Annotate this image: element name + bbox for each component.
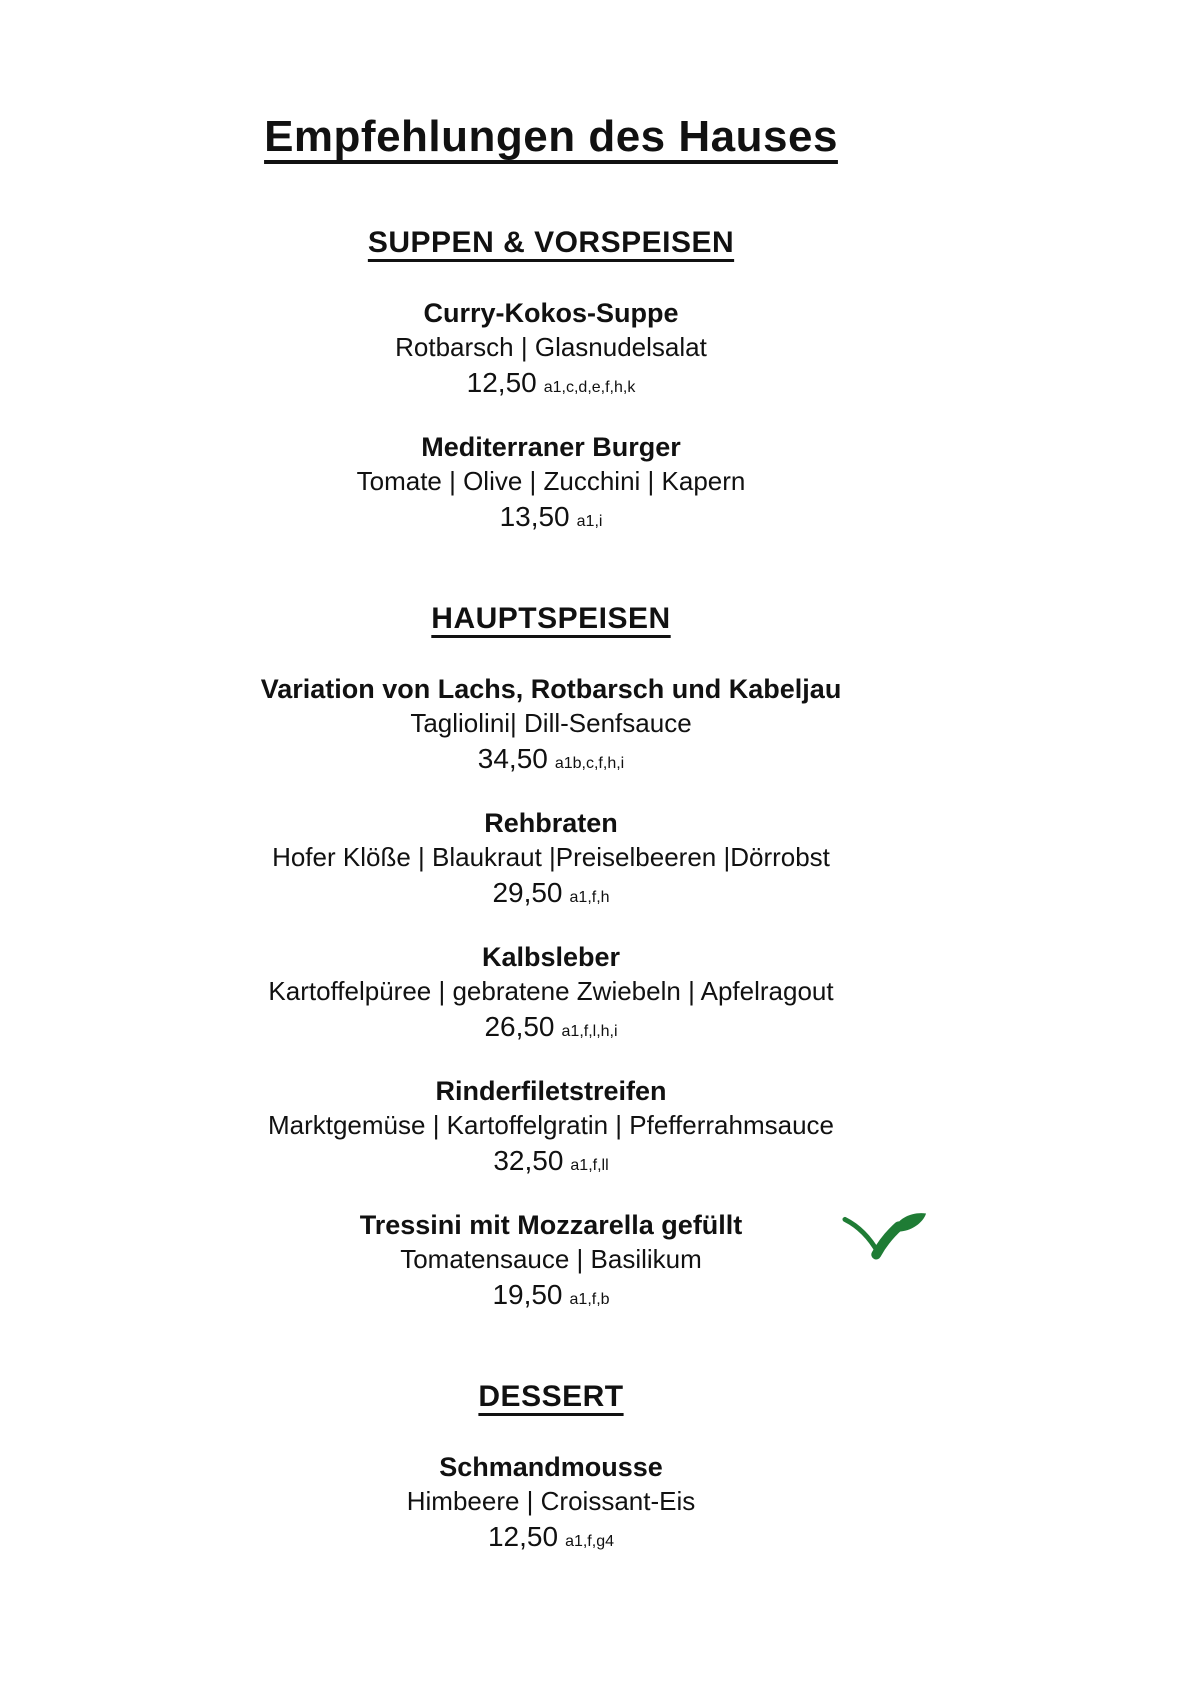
dish-allergens: a1,f,b — [569, 1291, 610, 1308]
dish-name: Rehbraten — [484, 808, 618, 838]
dish-price: 34,50 — [477, 743, 548, 774]
section-heading: DESSERT — [478, 1380, 624, 1413]
dish-price-line — [100, 874, 1002, 916]
dish-allergens: a1,f,h — [569, 889, 610, 906]
dish-description: Tomatensauce | Basilikum — [400, 1244, 702, 1274]
dish-item — [100, 940, 1002, 1050]
vegetarian-check-icon — [842, 1210, 928, 1262]
section-heading: SUPPEN & VORSPEISEN — [367, 226, 735, 259]
dish-price-line — [100, 1276, 1002, 1318]
dish-item — [100, 806, 1002, 916]
dish-name: Kalbsleber — [481, 942, 621, 972]
dish-item — [100, 672, 1002, 782]
dish-list — [100, 1450, 1002, 1560]
dish-price: 12,50 — [466, 367, 537, 398]
dish-price: 12,50 — [487, 1521, 559, 1552]
dish-price: 29,50 — [492, 877, 563, 908]
dish-name: Variation von Lachs, Rotbarsch und Kabeljau — [260, 674, 842, 704]
menu-section — [100, 226, 1002, 540]
menu-page — [100, 0, 1002, 1560]
dish-description: Kartoffelpüree | gebratene Zwiebeln | Apfelragout — [268, 976, 834, 1006]
dish-allergens: a1b,c,f,h,i — [554, 755, 625, 772]
section-heading: HAUPTSPEISEN — [431, 602, 671, 635]
dish-name: Schmandmousse — [439, 1452, 663, 1482]
dish-price-line — [100, 740, 1002, 782]
dish-name: Curry-Kokos-Suppe — [423, 298, 679, 328]
menu-section — [100, 602, 1002, 1318]
page-title: Empfehlungen des Hauses — [264, 112, 838, 161]
dish-price: 19,50 — [492, 1279, 563, 1310]
dish-description: Tomate | Olive | Zucchini | Kapern — [356, 466, 746, 496]
dish-allergens: a1,f,l,h,i — [561, 1023, 618, 1040]
dish-name: Mediterraner Burger — [421, 432, 681, 462]
dish-description: Tagliolini| Dill-Senfsauce — [410, 708, 692, 738]
dish-allergens: a1,f,g4 — [565, 1533, 614, 1550]
dish-allergens: a1,f,ll — [570, 1157, 609, 1174]
dish-item — [100, 1450, 1002, 1560]
dish-item — [100, 296, 1002, 406]
dish-price-line — [100, 364, 1002, 406]
dish-item — [100, 1208, 1002, 1318]
dish-description: Hofer Klöße | Blaukraut |Preiselbeeren |Dörrobst — [272, 842, 830, 872]
dish-description: Himbeere | Croissant-Eis — [406, 1486, 696, 1516]
dish-allergens: a1,c,d,e,f,h,k — [543, 379, 636, 396]
dish-description: Marktgemüse | Kartoffelgratin | Pfefferrahmsauce — [267, 1110, 835, 1140]
dish-list — [100, 672, 1002, 1318]
dish-allergens: a1,i — [576, 513, 603, 530]
dish-item — [100, 430, 1002, 540]
dish-list — [100, 296, 1002, 540]
dish-price-line — [100, 1518, 1002, 1560]
dish-price: 32,50 — [493, 1145, 564, 1176]
dish-price-line — [100, 1142, 1002, 1184]
menu-sections — [100, 226, 1002, 1560]
dish-item — [100, 1074, 1002, 1184]
menu-section — [100, 1380, 1002, 1560]
dish-name: Rinderfiletstreifen — [435, 1076, 667, 1106]
dish-price: 13,50 — [499, 501, 570, 532]
dish-name: Tressini mit Mozzarella gefüllt — [359, 1210, 743, 1240]
dish-price-line — [100, 1008, 1002, 1050]
dish-price-line — [100, 498, 1002, 540]
dish-description: Rotbarsch | Glasnudelsalat — [395, 332, 707, 362]
dish-price: 26,50 — [484, 1011, 555, 1042]
